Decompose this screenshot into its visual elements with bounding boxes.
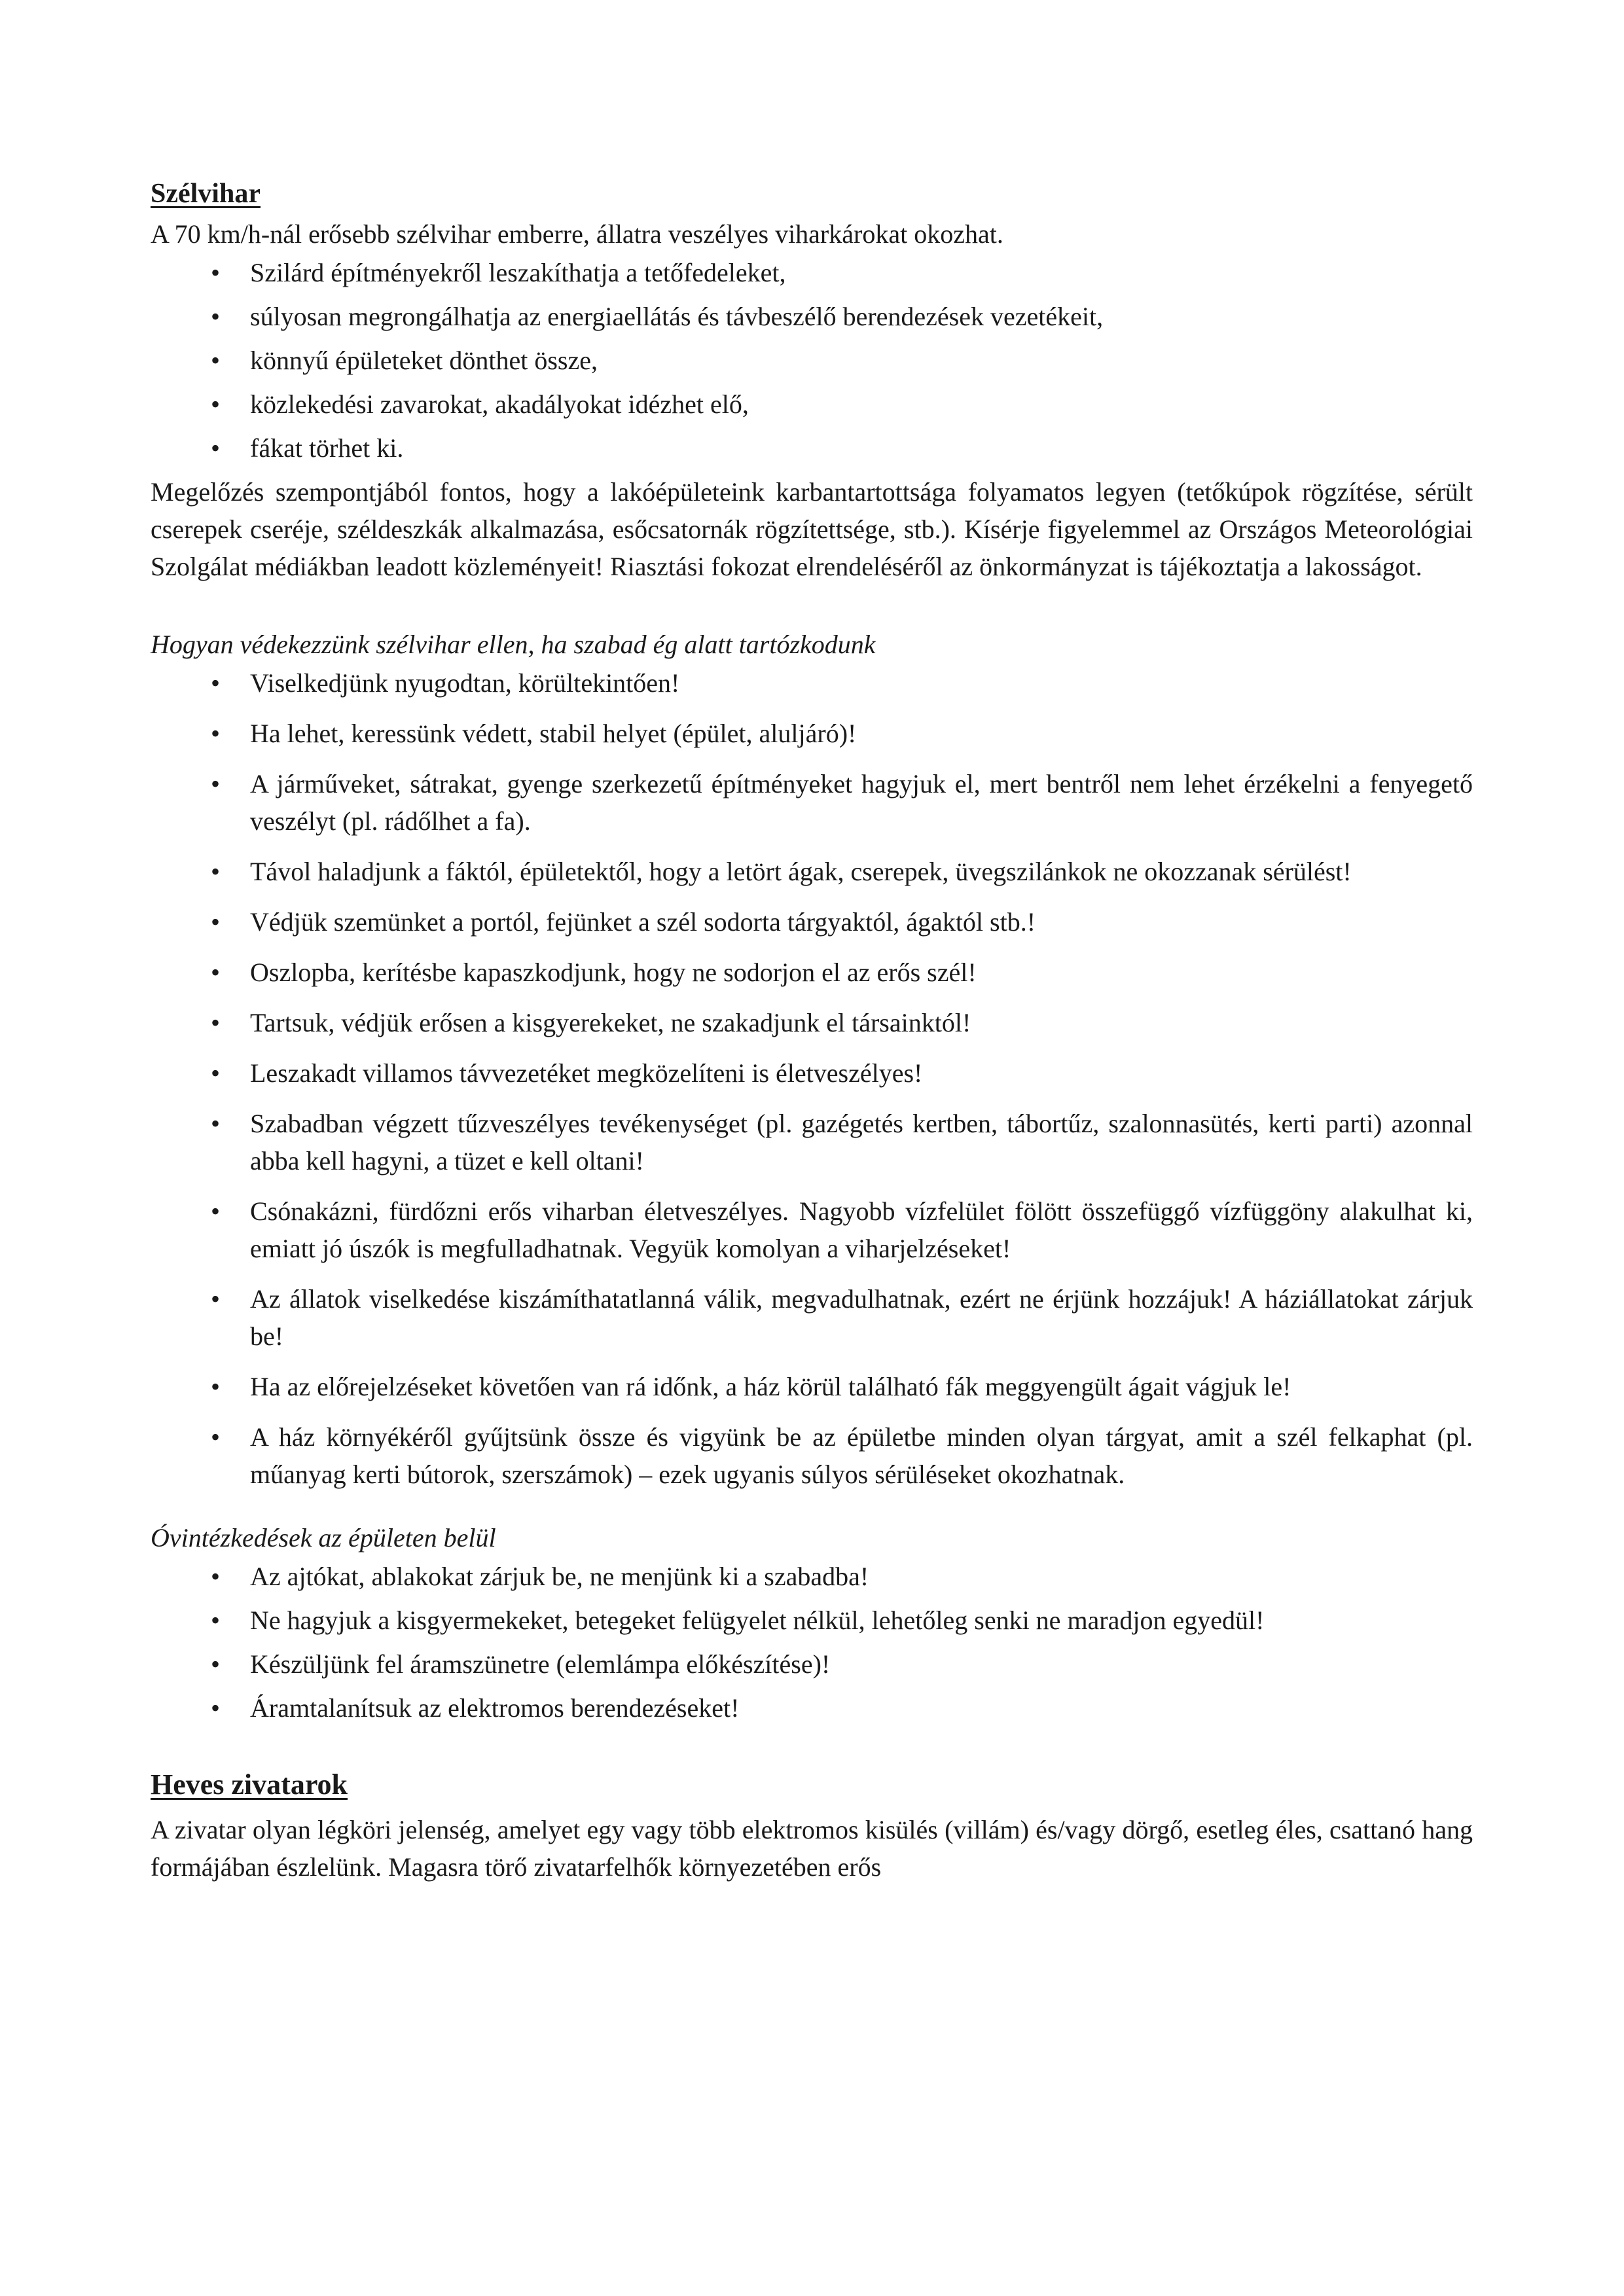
bullet-icon: •	[210, 1008, 220, 1037]
bullet-icon: •	[210, 433, 220, 463]
bullet-icon: •	[210, 1372, 220, 1401]
list-item: • Csónakázni, fürdőzni erős viharban életveszélyes. Nagyobb vízfelület fölött összefüggő vízfüggöny alakulhat ki, emiatt jó úszók is megfulladhatnak. Vegyük komolyan a viharjelzéseket!	[151, 1193, 1473, 1267]
list-item: • Szabadban végzett tűzveszélyes tevékenységet (pl. gazégetés kertben, tábortűz, szalonnasütés, kerti parti) azonnal abba kell hagyni, a tüzet e kell oltani!	[151, 1105, 1473, 1179]
list-item: • Leszakadt villamos távvezetéket megközelíteni is életveszélyes!	[151, 1054, 1473, 1092]
list-item: • Ha lehet, keressünk védett, stabil helyet (épület, aluljáró)!	[151, 715, 1473, 752]
list-item: • fákat törhet ki.	[151, 429, 1473, 467]
bullet-icon: •	[210, 302, 220, 331]
zivatar-paragraph: A zivatar olyan légköri jelenség, amelyet egy vagy több elektromos kisülés (villám) és/vagy dörgő, esetleg éles, csattanó hang formájában észlelünk. Magasra törő zivatarfelhők környezetében erős	[151, 1815, 1473, 1882]
bullet-icon: •	[210, 907, 220, 937]
bullet-icon: •	[210, 1284, 220, 1314]
bullet-icon: •	[210, 668, 220, 698]
outdoor-list	[151, 664, 1473, 1493]
list-item: • Tartsuk, védjük erősen a kisgyerekeket, ne szakadjunk el társainktól!	[151, 1004, 1473, 1041]
bullet-icon: •	[210, 1693, 220, 1723]
bullet-icon: •	[210, 857, 220, 886]
list-item: • Az állatok viselkedése kiszámíthatatlanná válik, megvadulhatnak, ezért ne érjünk hozzájuk! A háziállatokat zárjuk be!	[151, 1280, 1473, 1355]
list-item: • közlekedési zavarokat, akadályokat idézhet elő,	[151, 386, 1473, 423]
bullet-icon: •	[210, 1562, 220, 1591]
list-item: • Szilárd építményekről leszakíthatja a tetőfedeleket,	[151, 254, 1473, 291]
bullet-icon: •	[210, 1058, 220, 1088]
list-item: • könnyű épületeket dönthet össze,	[151, 342, 1473, 379]
list-item: • Ha az előrejelzéseket követően van rá időnk, a ház körül található fák meggyengült ágait vágjuk le!	[151, 1368, 1473, 1405]
outdoor-subheading: Hogyan védekezzünk szélvihar ellen, ha szabad ég alatt tartózkodunk	[151, 630, 876, 659]
list-item: • A járműveket, sátrakat, gyenge szerkezetű építményeket hagyjuk el, mert bentről nem lehet érzékelni a fenyegető veszélyt (pl. rádőlhet a fa).	[151, 765, 1473, 840]
bullet-icon: •	[210, 1605, 220, 1635]
list-item: • súlyosan megrongálhatja az energiaellátás és távbeszélő berendezések vezetékeit,	[151, 298, 1473, 335]
list-item: • Készüljünk fel áramszünetre (elemlámpa előkészítése)!	[151, 1645, 1473, 1683]
bullet-icon: •	[210, 1422, 220, 1452]
bullet-icon: •	[210, 1109, 220, 1138]
bullet-icon: •	[210, 769, 220, 798]
indoor-subheading: Óvintézkedések az épületen belül	[151, 1523, 496, 1552]
effects-list	[151, 254, 1473, 467]
bullet-icon: •	[210, 258, 220, 287]
bullet-icon: •	[210, 389, 220, 419]
bullet-icon: •	[210, 719, 220, 748]
prevention-paragraph: Megelőzés szempontjából fontos, hogy a lakóépületeink karbantartottsága folyamatos legyen (tetőkúpok rögzítése, sérült cserepek cseréje, széldeszkák alkalmazása, esőcsatornák rögzítettsége, stb.). Kísérje figyelemmel az Országos Meteorológiai Szolgálat médiákban leadott közleményeit! Riasztási fokozat elrendeléséről az önkormányzat is tájékoztatja a lakosságot.	[151, 477, 1473, 581]
bullet-icon: •	[210, 1196, 220, 1226]
list-item: • A ház környékéről gyűjtsünk össze és vigyünk be az épületbe minden olyan tárgyat, amit a szél felkaphat (pl. műanyag kerti bútorok, szerszámok) – ezek ugyanis súlyos sérüléseket okozhatnak.	[151, 1418, 1473, 1493]
list-item: • Védjük szemünket a portól, fejünket a szél sodorta tárgyaktól, ágaktól stb.!	[151, 903, 1473, 941]
list-item: • Oszlopba, kerítésbe kapaszkodjunk, hogy ne sodorjon el az erős szél!	[151, 954, 1473, 991]
bullet-icon: •	[210, 958, 220, 987]
list-item: • Az ajtókat, ablakokat zárjuk be, ne menjünk ki a szabadba!	[151, 1558, 1473, 1595]
intro-paragraph: A 70 km/h-nál erősebb szélvihar emberre, állatra veszélyes viharkárokat okozhat.	[151, 219, 1003, 249]
section-heading-szelvihar: Szélvihar	[151, 179, 261, 209]
list-item: • Távol haladjunk a fáktól, épületektől, hogy a letört ágak, cserepek, üvegszilánkok ne okozzanak sérülést!	[151, 853, 1473, 890]
document-page	[151, 175, 1473, 1886]
bullet-icon: •	[210, 1649, 220, 1679]
indoor-list	[151, 1558, 1473, 1727]
list-item: • Ne hagyjuk a kisgyermekeket, betegeket felügyelet nélkül, lehetőleg senki ne maradjon egyedül!	[151, 1602, 1473, 1639]
section-heading-heves-zivatarok: Heves zivatarok	[151, 1768, 348, 1801]
list-item: • Áramtalanítsuk az elektromos berendezéseket!	[151, 1689, 1473, 1727]
bullet-icon: •	[210, 346, 220, 375]
list-item: • Viselkedjünk nyugodtan, körültekintően!	[151, 664, 1473, 702]
